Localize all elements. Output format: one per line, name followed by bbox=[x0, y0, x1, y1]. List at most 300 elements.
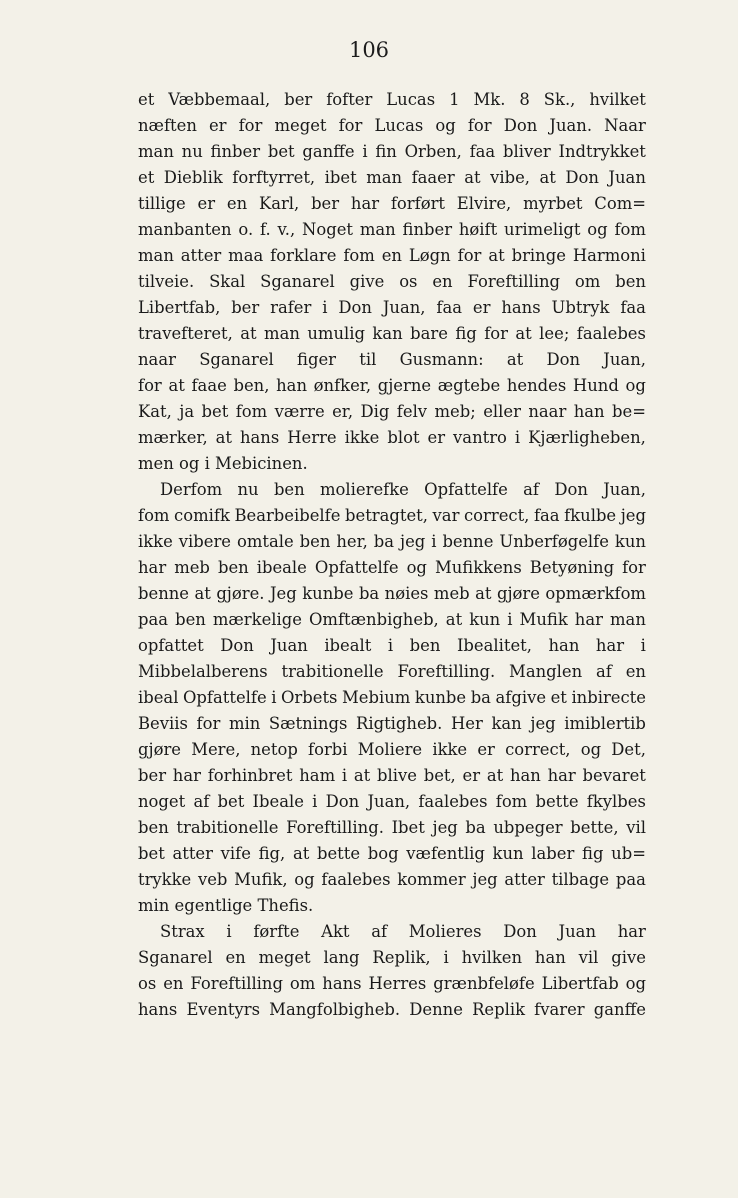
word: Akt bbox=[321, 922, 350, 941]
text-line bbox=[138, 789, 646, 815]
word: og bbox=[406, 558, 427, 577]
word: ibealt bbox=[324, 636, 372, 655]
text-line bbox=[138, 997, 646, 1023]
text-line bbox=[138, 113, 646, 139]
word: Sganarel bbox=[199, 350, 274, 369]
word: i bbox=[387, 636, 394, 655]
word: opmærkfom bbox=[545, 584, 646, 603]
word: bette, bbox=[570, 818, 619, 837]
word: og bbox=[625, 376, 646, 395]
word: correct, bbox=[463, 506, 530, 525]
word: kan bbox=[372, 324, 403, 343]
word: ba bbox=[373, 532, 395, 551]
word: ben bbox=[409, 636, 441, 655]
word: Elvire, bbox=[456, 194, 512, 213]
word: Betyøning bbox=[529, 558, 615, 577]
word: meb bbox=[433, 584, 470, 603]
word: tilbage bbox=[551, 870, 610, 889]
word: bet bbox=[138, 844, 165, 863]
word: Replik, bbox=[372, 948, 431, 967]
word: hans bbox=[138, 1000, 178, 1019]
word: han bbox=[548, 636, 580, 655]
word: ham bbox=[299, 766, 336, 785]
word: Juan bbox=[558, 922, 597, 941]
word: et bbox=[138, 168, 155, 187]
text-line bbox=[138, 659, 646, 685]
word: netop bbox=[250, 740, 298, 759]
word: ba bbox=[358, 584, 380, 603]
word: gjøre. bbox=[216, 584, 265, 603]
word: bet, bbox=[423, 766, 456, 785]
word: fvarer bbox=[534, 1000, 585, 1019]
word: i bbox=[362, 142, 368, 161]
word: be= bbox=[612, 402, 646, 421]
word: for bbox=[238, 116, 263, 135]
word: og bbox=[580, 740, 602, 759]
word: af bbox=[193, 792, 210, 811]
text-line bbox=[138, 919, 646, 945]
word: fig, bbox=[258, 844, 286, 863]
word: mærker, bbox=[138, 428, 208, 447]
text-line bbox=[138, 269, 646, 295]
word: for bbox=[467, 116, 492, 135]
word: felv bbox=[396, 402, 428, 421]
text-line bbox=[138, 841, 646, 867]
word: faa bbox=[533, 506, 560, 525]
word: hans bbox=[501, 298, 541, 317]
word: i bbox=[507, 610, 513, 629]
word: faalebes bbox=[576, 324, 646, 343]
word: Libertfab bbox=[541, 974, 619, 993]
word: nu bbox=[181, 142, 203, 161]
word: Opfattelfe bbox=[183, 688, 267, 707]
word: ikke bbox=[344, 428, 380, 447]
page-number: 106 bbox=[348, 38, 390, 62]
word: og bbox=[435, 116, 456, 135]
word: ganffe bbox=[302, 142, 355, 161]
word: fig bbox=[582, 844, 604, 863]
word: ben bbox=[138, 818, 169, 837]
word: Derfom bbox=[160, 480, 223, 499]
word: v., bbox=[277, 220, 296, 239]
word: ønfker, bbox=[313, 376, 372, 395]
word: forklare bbox=[270, 246, 337, 265]
word: Don bbox=[338, 298, 372, 317]
word: tillige bbox=[138, 194, 186, 213]
word: Harmoni bbox=[572, 246, 646, 265]
word: at bbox=[486, 766, 504, 785]
word: o. bbox=[238, 220, 254, 239]
word: vibe, bbox=[490, 168, 530, 187]
text-line bbox=[138, 139, 646, 165]
word: ikke bbox=[138, 532, 173, 551]
word: Dig bbox=[360, 402, 390, 421]
word: har bbox=[595, 636, 625, 655]
word: hvilken bbox=[461, 948, 523, 967]
word: f. bbox=[259, 220, 271, 239]
word: Juan bbox=[608, 168, 646, 187]
word: var bbox=[432, 506, 460, 525]
word: gjerne bbox=[377, 376, 432, 395]
word: til bbox=[359, 350, 377, 369]
word: Mangfolbigheb. bbox=[269, 1000, 401, 1019]
word: Ubtryk bbox=[551, 298, 610, 317]
word: for bbox=[338, 116, 363, 135]
word: correct, bbox=[505, 740, 571, 759]
word: 1 bbox=[449, 90, 460, 109]
word: figer bbox=[297, 350, 337, 369]
word: ikke bbox=[432, 740, 468, 759]
word: i bbox=[514, 428, 521, 447]
word: bet bbox=[267, 142, 295, 161]
text-line bbox=[138, 711, 646, 737]
word: os bbox=[399, 272, 418, 291]
word: urimeligt bbox=[504, 220, 581, 239]
text-line bbox=[138, 191, 646, 217]
word: kunbe bbox=[414, 688, 467, 707]
text-line bbox=[138, 737, 646, 763]
word: at bbox=[240, 324, 257, 343]
word: Unberføgelfe bbox=[499, 532, 609, 551]
word: Ibeale bbox=[252, 792, 304, 811]
word: bliver bbox=[502, 142, 551, 161]
word: Lucas bbox=[386, 90, 436, 109]
word: travefteret, bbox=[138, 324, 233, 343]
text-line bbox=[138, 867, 646, 893]
word: man bbox=[264, 324, 300, 343]
word: Hund bbox=[572, 376, 619, 395]
word: er bbox=[462, 766, 481, 785]
word: Denne bbox=[409, 1000, 463, 1019]
word: bevaret bbox=[582, 766, 646, 785]
word: at bbox=[464, 168, 481, 187]
word: give bbox=[349, 272, 385, 291]
word: er bbox=[477, 740, 495, 759]
word: ber bbox=[284, 90, 313, 109]
word: jeg bbox=[472, 870, 498, 889]
word: Naar bbox=[604, 116, 646, 135]
word: gjøre bbox=[496, 584, 540, 603]
word: en bbox=[432, 272, 453, 291]
word: faa bbox=[620, 298, 646, 317]
word: fkylbes bbox=[586, 792, 646, 811]
word: bette bbox=[535, 792, 579, 811]
word: kun bbox=[469, 610, 501, 629]
word: lee; bbox=[539, 324, 570, 343]
word: Mk. bbox=[473, 90, 506, 109]
word: Indtrykket bbox=[558, 142, 646, 161]
word: Løgn bbox=[408, 246, 451, 265]
word: fin bbox=[375, 142, 397, 161]
word: forftyrret, bbox=[232, 168, 316, 187]
word: Sk., bbox=[543, 90, 576, 109]
word: Juan, bbox=[603, 480, 646, 499]
word: om bbox=[289, 974, 316, 993]
word: ba bbox=[465, 818, 486, 837]
word: at bbox=[353, 766, 371, 785]
word: at bbox=[515, 324, 532, 343]
text-line bbox=[138, 243, 646, 269]
word: her, bbox=[336, 532, 368, 551]
line-text: min egentlige Thefis. bbox=[138, 896, 314, 915]
word: er bbox=[472, 298, 491, 317]
word: har bbox=[547, 766, 576, 785]
word: ber bbox=[311, 194, 340, 213]
word: Beviis bbox=[138, 714, 188, 733]
word: man bbox=[138, 142, 174, 161]
word: finber bbox=[210, 142, 261, 161]
text-line bbox=[138, 893, 646, 919]
word: molierefke bbox=[320, 480, 409, 499]
word: Mufik, bbox=[234, 870, 288, 889]
word: ben bbox=[299, 532, 331, 551]
word: trabitionelle bbox=[281, 662, 384, 681]
word: at bbox=[292, 844, 310, 863]
word: Bearbeibelfe bbox=[234, 506, 341, 525]
word: Ibet bbox=[391, 818, 425, 837]
word: blot bbox=[387, 428, 420, 447]
word: han bbox=[276, 376, 307, 395]
word: vife bbox=[220, 844, 251, 863]
word: i bbox=[226, 922, 232, 941]
word: Mufikkens bbox=[434, 558, 522, 577]
text-line bbox=[138, 945, 646, 971]
word: at bbox=[506, 350, 524, 369]
word: jeg bbox=[400, 532, 426, 551]
word: Det, bbox=[611, 740, 646, 759]
word: Mibbelalberens bbox=[138, 662, 268, 681]
word: bet bbox=[217, 792, 245, 811]
word: i bbox=[271, 688, 277, 707]
word: myrbet bbox=[523, 194, 583, 213]
word: give bbox=[611, 948, 646, 967]
word: i bbox=[312, 792, 318, 811]
word: en bbox=[225, 948, 246, 967]
word: han bbox=[573, 402, 605, 421]
word: Ibealitet, bbox=[456, 636, 532, 655]
word: betragtet, bbox=[345, 506, 428, 525]
word: værre bbox=[274, 402, 325, 421]
word: fom bbox=[138, 506, 170, 525]
word: bet bbox=[201, 402, 229, 421]
word: at bbox=[539, 168, 556, 187]
word: Eventyrs bbox=[186, 1000, 261, 1019]
word: comifk bbox=[174, 506, 230, 525]
word: naar bbox=[528, 402, 567, 421]
word: ben bbox=[217, 558, 249, 577]
word: min bbox=[228, 714, 261, 733]
text-line bbox=[138, 971, 646, 997]
word: fofter bbox=[326, 90, 373, 109]
word: faaer bbox=[411, 168, 455, 187]
word: har bbox=[138, 558, 167, 577]
text-line bbox=[138, 373, 646, 399]
word: Don bbox=[220, 636, 254, 655]
word: Libertfab, bbox=[138, 298, 221, 317]
word: Orbets bbox=[281, 688, 338, 707]
word: Juan. bbox=[549, 116, 593, 135]
word: i bbox=[443, 948, 449, 967]
word: en bbox=[226, 194, 248, 213]
word: at bbox=[475, 584, 492, 603]
word: at bbox=[488, 246, 505, 265]
word: Juan, bbox=[603, 350, 646, 369]
word: høift bbox=[458, 220, 498, 239]
word: og bbox=[587, 220, 608, 239]
word: faae bbox=[191, 376, 227, 395]
text-line bbox=[138, 451, 646, 477]
word: ja bbox=[179, 402, 195, 421]
word: veb bbox=[197, 870, 228, 889]
word: af bbox=[596, 662, 612, 681]
word: Don bbox=[565, 168, 599, 187]
word: Replik bbox=[472, 1000, 526, 1019]
word: Juan, bbox=[367, 792, 411, 811]
word: afgive bbox=[495, 688, 547, 707]
text-line bbox=[138, 87, 646, 113]
word: Væbbemaal, bbox=[168, 90, 271, 109]
word: Her bbox=[451, 714, 483, 733]
text-line bbox=[138, 217, 646, 243]
word: paa bbox=[615, 870, 646, 889]
text-line bbox=[138, 555, 646, 581]
word: fom bbox=[343, 246, 375, 265]
text-line bbox=[138, 295, 646, 321]
word: Foreftilling bbox=[467, 272, 561, 291]
word: hans bbox=[322, 974, 362, 993]
word: ba bbox=[470, 688, 491, 707]
word: at bbox=[194, 584, 211, 603]
word: er, bbox=[332, 402, 354, 421]
word: ubpeger bbox=[493, 818, 563, 837]
word: ben bbox=[175, 610, 206, 629]
text-line bbox=[138, 633, 646, 659]
word: ben bbox=[615, 272, 646, 291]
word: Moliere bbox=[357, 740, 423, 759]
word: ber bbox=[138, 766, 167, 785]
word: jeg bbox=[530, 714, 556, 733]
word: nøies bbox=[384, 584, 429, 603]
word: tilveie. bbox=[138, 272, 195, 291]
word: for bbox=[457, 246, 482, 265]
word: Mebium bbox=[342, 688, 411, 707]
word: ibeale bbox=[256, 558, 307, 577]
word: naar bbox=[138, 350, 176, 369]
text-line bbox=[138, 165, 646, 191]
text-line bbox=[138, 581, 646, 607]
text-line bbox=[138, 815, 646, 841]
word: Lucas bbox=[374, 116, 424, 135]
text-line bbox=[138, 399, 646, 425]
word: Herre bbox=[287, 428, 337, 447]
word: ber bbox=[231, 298, 260, 317]
word: i bbox=[341, 766, 348, 785]
word: en bbox=[625, 662, 646, 681]
text-line bbox=[138, 425, 646, 451]
word: kan bbox=[491, 714, 522, 733]
word: han bbox=[509, 766, 541, 785]
word: vibere bbox=[178, 532, 231, 551]
word: har bbox=[617, 922, 646, 941]
word: trykke bbox=[138, 870, 192, 889]
word: førfte bbox=[253, 922, 300, 941]
word: Gusmann: bbox=[399, 350, 484, 369]
word: Don bbox=[325, 792, 360, 811]
word: næften bbox=[138, 116, 197, 135]
word: Manglen bbox=[509, 662, 583, 681]
text-line bbox=[138, 503, 646, 529]
word: Juan bbox=[270, 636, 308, 655]
word: man bbox=[366, 168, 403, 187]
word: om bbox=[574, 272, 601, 291]
word: benne bbox=[442, 532, 494, 551]
word: maa bbox=[228, 246, 264, 265]
word: kun bbox=[492, 844, 524, 863]
word: Sganarel bbox=[260, 272, 335, 291]
word: meb bbox=[174, 558, 210, 577]
word: eller bbox=[483, 402, 521, 421]
text-line bbox=[138, 685, 646, 711]
text-line bbox=[138, 477, 646, 503]
word: atter bbox=[504, 870, 545, 889]
word: Skal bbox=[209, 272, 246, 291]
word: Mere, bbox=[191, 740, 241, 759]
word: 8 bbox=[519, 90, 530, 109]
word: har bbox=[350, 194, 380, 213]
word: Kat, bbox=[138, 402, 172, 421]
word: Foreftilling. bbox=[286, 818, 384, 837]
word: grænbfeløfe bbox=[433, 974, 535, 993]
word: er bbox=[197, 194, 216, 213]
word: os bbox=[138, 974, 157, 993]
word: man bbox=[359, 220, 396, 239]
word: Molieres bbox=[408, 922, 482, 941]
word: bette bbox=[316, 844, 361, 863]
word: ægtebe bbox=[437, 376, 501, 395]
word: af bbox=[523, 480, 539, 499]
word: fig bbox=[455, 324, 477, 343]
word: atter bbox=[180, 246, 222, 265]
word: Strax bbox=[160, 922, 205, 941]
word: Sganarel bbox=[138, 948, 213, 967]
word: blive bbox=[377, 766, 417, 785]
word: fkulbe bbox=[564, 506, 617, 525]
word: inbirecte bbox=[571, 688, 646, 707]
word: bare bbox=[410, 324, 448, 343]
word: er bbox=[427, 428, 446, 447]
word: umulig bbox=[307, 324, 365, 343]
line-text: men og i Mebicinen. bbox=[138, 454, 308, 473]
word: kun bbox=[614, 532, 646, 551]
word: forbi bbox=[308, 740, 348, 759]
word: meget bbox=[274, 116, 327, 135]
word: bog bbox=[367, 844, 399, 863]
word: Herres bbox=[368, 974, 427, 993]
word: lang bbox=[323, 948, 360, 967]
word: jeg bbox=[620, 506, 646, 525]
word: Kjærligheben, bbox=[528, 428, 646, 447]
word: nu bbox=[237, 480, 259, 499]
word: hendes bbox=[506, 376, 567, 395]
word: faalebes bbox=[321, 870, 391, 889]
body-text bbox=[138, 87, 646, 1023]
word: fom bbox=[614, 220, 646, 239]
word: har bbox=[574, 610, 603, 629]
word: kommer bbox=[397, 870, 466, 889]
word: og bbox=[625, 974, 646, 993]
word: ibeal bbox=[138, 688, 179, 707]
word: Foreftilling. bbox=[397, 662, 496, 681]
